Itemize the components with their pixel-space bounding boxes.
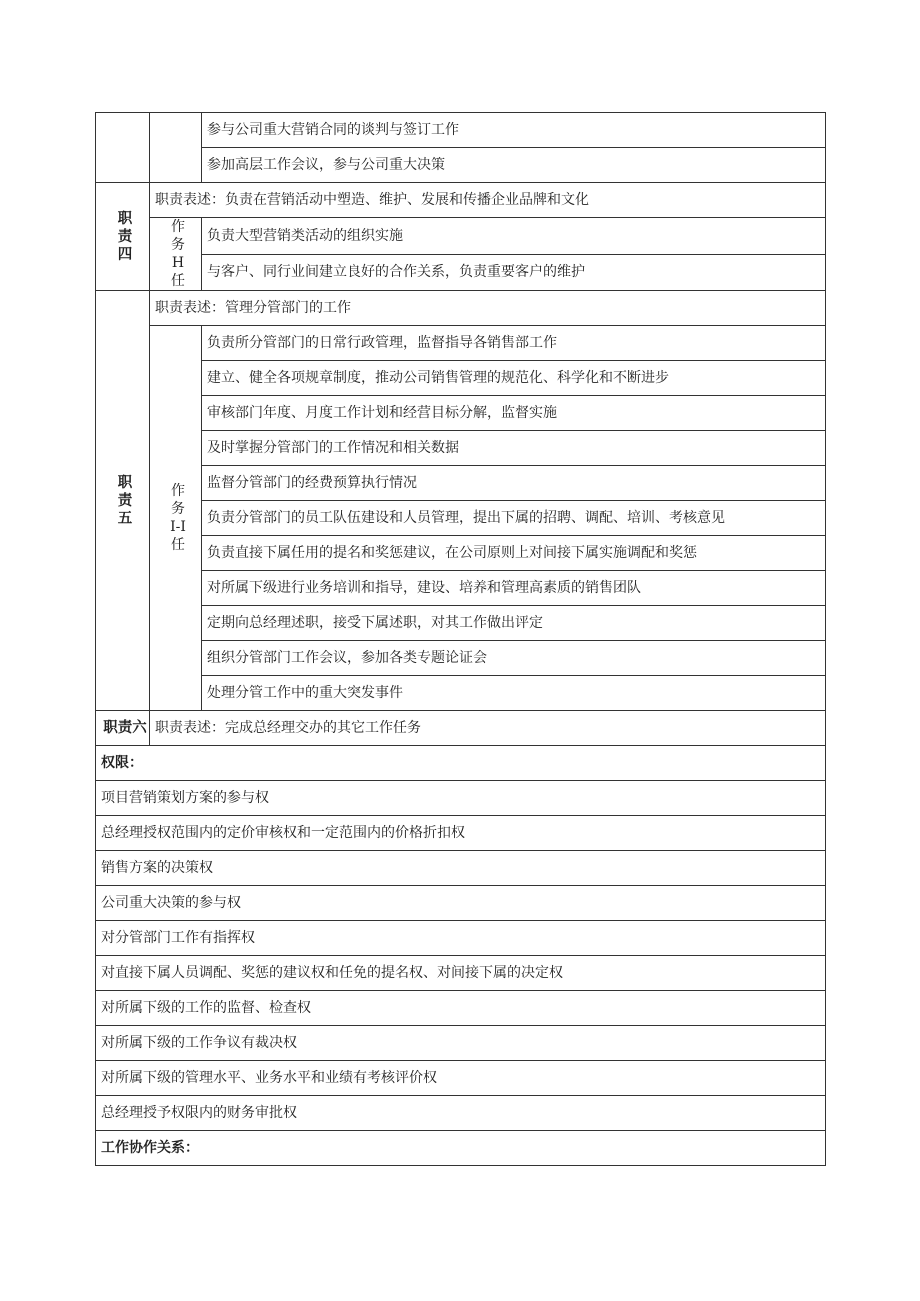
table-row xyxy=(96,571,826,606)
task-cell: 及时掌握分管部门的工作情况和相关数据 xyxy=(202,431,826,466)
duty-4-label: 职 责 四 xyxy=(96,183,150,291)
duty-6-description: 职责表述：完成总经理交办的其它工作任务 xyxy=(150,711,826,746)
table-row xyxy=(96,956,826,991)
task-cell: 与客户、同行业间建立良好的合作关系，负责重要客户的维护 xyxy=(202,254,826,291)
authority-item: 对所属下级的管理水平、业务水平和业绩有考核评价权 xyxy=(96,1061,826,1096)
table-row xyxy=(96,1096,826,1131)
authority-item: 项目营销策划方案的参与权 xyxy=(96,781,826,816)
table-row xyxy=(96,781,826,816)
duty-4-task-label: 作 务 H 任 xyxy=(150,218,202,291)
table-row xyxy=(96,361,826,396)
task-cell: 处理分管工作中的重大突发事件 xyxy=(202,676,826,711)
task-cell: 对所属下级进行业务培训和指导，建设、培养和管理高素质的销售团队 xyxy=(202,571,826,606)
duty-6-label: 职责六 xyxy=(96,711,150,746)
task-cell: 组织分管部门工作会议，参加各类专题论证会 xyxy=(202,641,826,676)
table-row xyxy=(96,1026,826,1061)
table-row xyxy=(96,746,826,781)
table-row xyxy=(96,711,826,746)
table-row xyxy=(96,851,826,886)
task-cell: 负责分管部门的员工队伍建设和人员管理，提出下属的招聘、调配、培训、考核意见 xyxy=(202,501,826,536)
duty-5-task-label: 作 务 I-I 任 xyxy=(150,326,202,711)
task-cell: 参与公司重大营销合同的谈判与签订工作 xyxy=(202,113,826,148)
table-row xyxy=(96,816,826,851)
task-cell: 审核部门年度、月度工作计划和经营目标分解，监督实施 xyxy=(202,396,826,431)
table-row xyxy=(96,991,826,1026)
table-row xyxy=(96,183,826,218)
table-row xyxy=(96,536,826,571)
continued-task-label-cell xyxy=(150,113,202,183)
table-row xyxy=(96,148,826,183)
task-cell: 负责大型营销类活动的组织实施 xyxy=(202,218,826,255)
continued-duty-label-cell xyxy=(96,113,150,183)
table-row xyxy=(96,886,826,921)
table-row xyxy=(96,501,826,536)
job-description-table xyxy=(95,112,826,1166)
table-row xyxy=(96,921,826,956)
table-row xyxy=(96,1131,826,1166)
collaboration-title: 工作协作关系： xyxy=(96,1131,826,1166)
authority-item: 总经理授予权限内的财务审批权 xyxy=(96,1096,826,1131)
duty-5-label: 职 责 五 xyxy=(96,291,150,711)
authority-item: 公司重大决策的参与权 xyxy=(96,886,826,921)
table-row xyxy=(96,606,826,641)
authority-title: 权限： xyxy=(96,746,826,781)
authority-item: 销售方案的决策权 xyxy=(96,851,826,886)
task-cell: 监督分管部门的经费预算执行情况 xyxy=(202,466,826,501)
authority-item: 总经理授权范围内的定价审核权和一定范围内的价格折扣权 xyxy=(96,816,826,851)
duty-4-description: 职责表述：负责在营销活动中塑造、维护、发展和传播企业品牌和文化 xyxy=(150,183,826,218)
authority-item: 对分管部门工作有指挥权 xyxy=(96,921,826,956)
table-row xyxy=(96,1061,826,1096)
task-cell: 参加高层工作会议，参与公司重大决策 xyxy=(202,148,826,183)
authority-item: 对所属下级的工作的监督、检查权 xyxy=(96,991,826,1026)
table-row xyxy=(96,113,826,148)
authority-item: 对直接下属人员调配、奖惩的建议权和任免的提名权、对间接下属的决定权 xyxy=(96,956,826,991)
table-row xyxy=(96,641,826,676)
table-row xyxy=(96,676,826,711)
table-row xyxy=(96,218,826,255)
task-cell: 定期向总经理述职，接受下属述职，对其工作做出评定 xyxy=(202,606,826,641)
table-row xyxy=(96,396,826,431)
table-row xyxy=(96,254,826,291)
task-cell: 负责直接下属任用的提名和奖惩建议，在公司原则上对间接下属实施调配和奖惩 xyxy=(202,536,826,571)
duty-5-description: 职责表述：管理分管部门的工作 xyxy=(150,291,826,326)
table-row xyxy=(96,326,826,361)
task-cell: 负责所分管部门的日常行政管理，监督指导各销售部工作 xyxy=(202,326,826,361)
authority-item: 对所属下级的工作争议有裁决权 xyxy=(96,1026,826,1061)
task-cell: 建立、健全各项规章制度，推动公司销售管理的规范化、科学化和不断进步 xyxy=(202,361,826,396)
table-row xyxy=(96,466,826,501)
table-row xyxy=(96,291,826,326)
table-row xyxy=(96,431,826,466)
